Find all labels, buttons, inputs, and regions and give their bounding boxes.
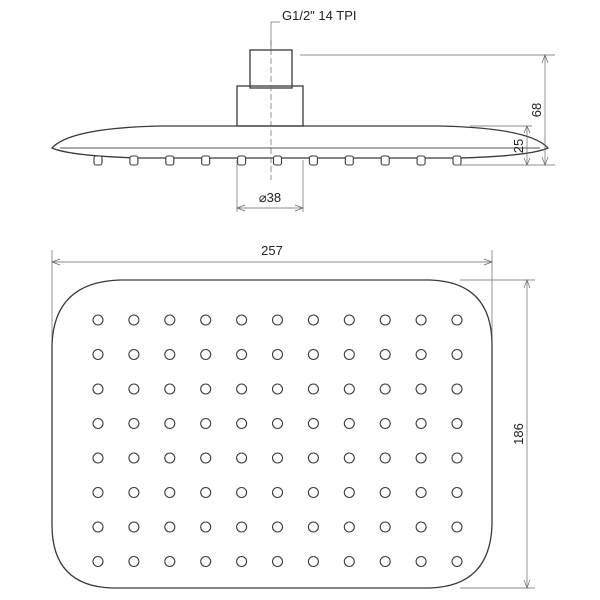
- thread-label: G1/2" 14 TPI: [282, 8, 357, 23]
- side-nozzle: [274, 156, 282, 165]
- nozzle-hole: [129, 557, 139, 567]
- nozzle-hole: [273, 557, 283, 567]
- nozzle-hole: [273, 522, 283, 532]
- nozzle-hole: [165, 488, 175, 498]
- dim-186-label: 186: [511, 423, 526, 445]
- nozzle-hole: [416, 384, 426, 394]
- nozzle-hole: [344, 522, 354, 532]
- nozzle-hole: [201, 384, 211, 394]
- nozzle-hole: [308, 522, 318, 532]
- plate-outline: [52, 280, 492, 588]
- nozzle-hole: [165, 453, 175, 463]
- nozzle-hole: [129, 419, 139, 429]
- nozzle-hole: [93, 384, 103, 394]
- nozzle-hole: [452, 384, 462, 394]
- nozzle-hole: [344, 350, 354, 360]
- nozzle-hole: [416, 557, 426, 567]
- side-nozzle: [417, 156, 425, 165]
- nozzle-hole: [344, 488, 354, 498]
- nozzle-hole: [416, 419, 426, 429]
- nozzle-hole: [201, 315, 211, 325]
- nozzle-hole: [201, 488, 211, 498]
- nozzle-hole: [380, 453, 390, 463]
- dim-257-label: 257: [261, 243, 283, 258]
- nozzle-hole: [201, 350, 211, 360]
- neck: [237, 86, 303, 126]
- nozzle-hole: [201, 419, 211, 429]
- nozzle-hole: [129, 384, 139, 394]
- side-nozzle: [309, 156, 317, 165]
- nozzle-hole: [308, 384, 318, 394]
- nozzle-hole: [129, 488, 139, 498]
- side-nozzle: [238, 156, 246, 165]
- nozzle-hole: [452, 557, 462, 567]
- side-nozzle: [94, 156, 102, 165]
- nozzle-hole: [165, 419, 175, 429]
- nozzle-hole: [308, 350, 318, 360]
- nozzle-hole: [237, 350, 247, 360]
- nozzle-hole: [165, 522, 175, 532]
- nozzle-hole: [93, 453, 103, 463]
- nozzle-hole: [344, 453, 354, 463]
- side-nozzle: [381, 156, 389, 165]
- nozzle-hole: [416, 315, 426, 325]
- dim-68-label: 68: [529, 102, 544, 118]
- nozzle-hole: [237, 315, 247, 325]
- side-nozzle: [453, 156, 461, 165]
- nozzle-hole: [273, 315, 283, 325]
- side-nozzle: [345, 156, 353, 165]
- nozzle-hole: [93, 488, 103, 498]
- nozzle-hole: [129, 522, 139, 532]
- nozzle-hole: [452, 419, 462, 429]
- side-view: [52, 8, 555, 212]
- nozzle-hole: [201, 522, 211, 532]
- nozzle-hole: [452, 350, 462, 360]
- nozzle-hole: [344, 384, 354, 394]
- nozzle-hole: [380, 522, 390, 532]
- nozzle-hole: [416, 453, 426, 463]
- nozzle-hole: [273, 350, 283, 360]
- nozzle-hole: [273, 384, 283, 394]
- nozzle-hole: [129, 315, 139, 325]
- nozzle-hole: [165, 315, 175, 325]
- nozzle-hole: [93, 419, 103, 429]
- nozzle-hole: [344, 557, 354, 567]
- nozzle-hole: [416, 522, 426, 532]
- nozzle-hole: [273, 419, 283, 429]
- nozzle-hole: [165, 384, 175, 394]
- nozzle-hole: [308, 453, 318, 463]
- nozzle-hole: [237, 453, 247, 463]
- side-nozzle: [166, 156, 174, 165]
- nozzle-hole: [308, 315, 318, 325]
- nozzle-hole: [416, 488, 426, 498]
- nozzle-hole: [380, 557, 390, 567]
- nozzle-hole: [308, 557, 318, 567]
- nozzle-hole: [452, 453, 462, 463]
- nozzle-hole: [380, 315, 390, 325]
- dim-38-label: ⌀38: [258, 190, 282, 205]
- nozzle-hole: [308, 419, 318, 429]
- nozzle-hole: [165, 557, 175, 567]
- nozzle-hole: [380, 488, 390, 498]
- dim-25-label: 25: [511, 138, 526, 154]
- nozzle-hole: [452, 488, 462, 498]
- nozzle-hole: [452, 315, 462, 325]
- nozzle-hole: [93, 557, 103, 567]
- nozzle-hole: [237, 384, 247, 394]
- nozzle-hole: [273, 488, 283, 498]
- side-nozzle: [130, 156, 138, 165]
- top-nozzle-grid: [93, 315, 462, 567]
- nozzle-hole: [273, 453, 283, 463]
- nozzle-hole: [344, 419, 354, 429]
- nozzle-hole: [237, 522, 247, 532]
- nozzle-hole: [308, 488, 318, 498]
- nozzle-hole: [129, 350, 139, 360]
- nozzle-hole: [380, 350, 390, 360]
- nozzle-hole: [380, 419, 390, 429]
- nozzle-hole: [201, 453, 211, 463]
- nozzle-hole: [416, 350, 426, 360]
- nozzle-hole: [129, 453, 139, 463]
- nozzle-hole: [237, 419, 247, 429]
- nozzle-hole: [344, 315, 354, 325]
- nozzle-hole: [201, 557, 211, 567]
- nozzle-hole: [165, 350, 175, 360]
- top-view: [52, 243, 535, 588]
- nozzle-hole: [93, 315, 103, 325]
- nozzle-hole: [93, 522, 103, 532]
- head-profile: [52, 126, 548, 158]
- nozzle-hole: [380, 384, 390, 394]
- nozzle-hole: [452, 522, 462, 532]
- side-nozzle: [202, 156, 210, 165]
- nozzle-hole: [237, 488, 247, 498]
- nozzle-hole: [93, 350, 103, 360]
- nozzle-hole: [237, 557, 247, 567]
